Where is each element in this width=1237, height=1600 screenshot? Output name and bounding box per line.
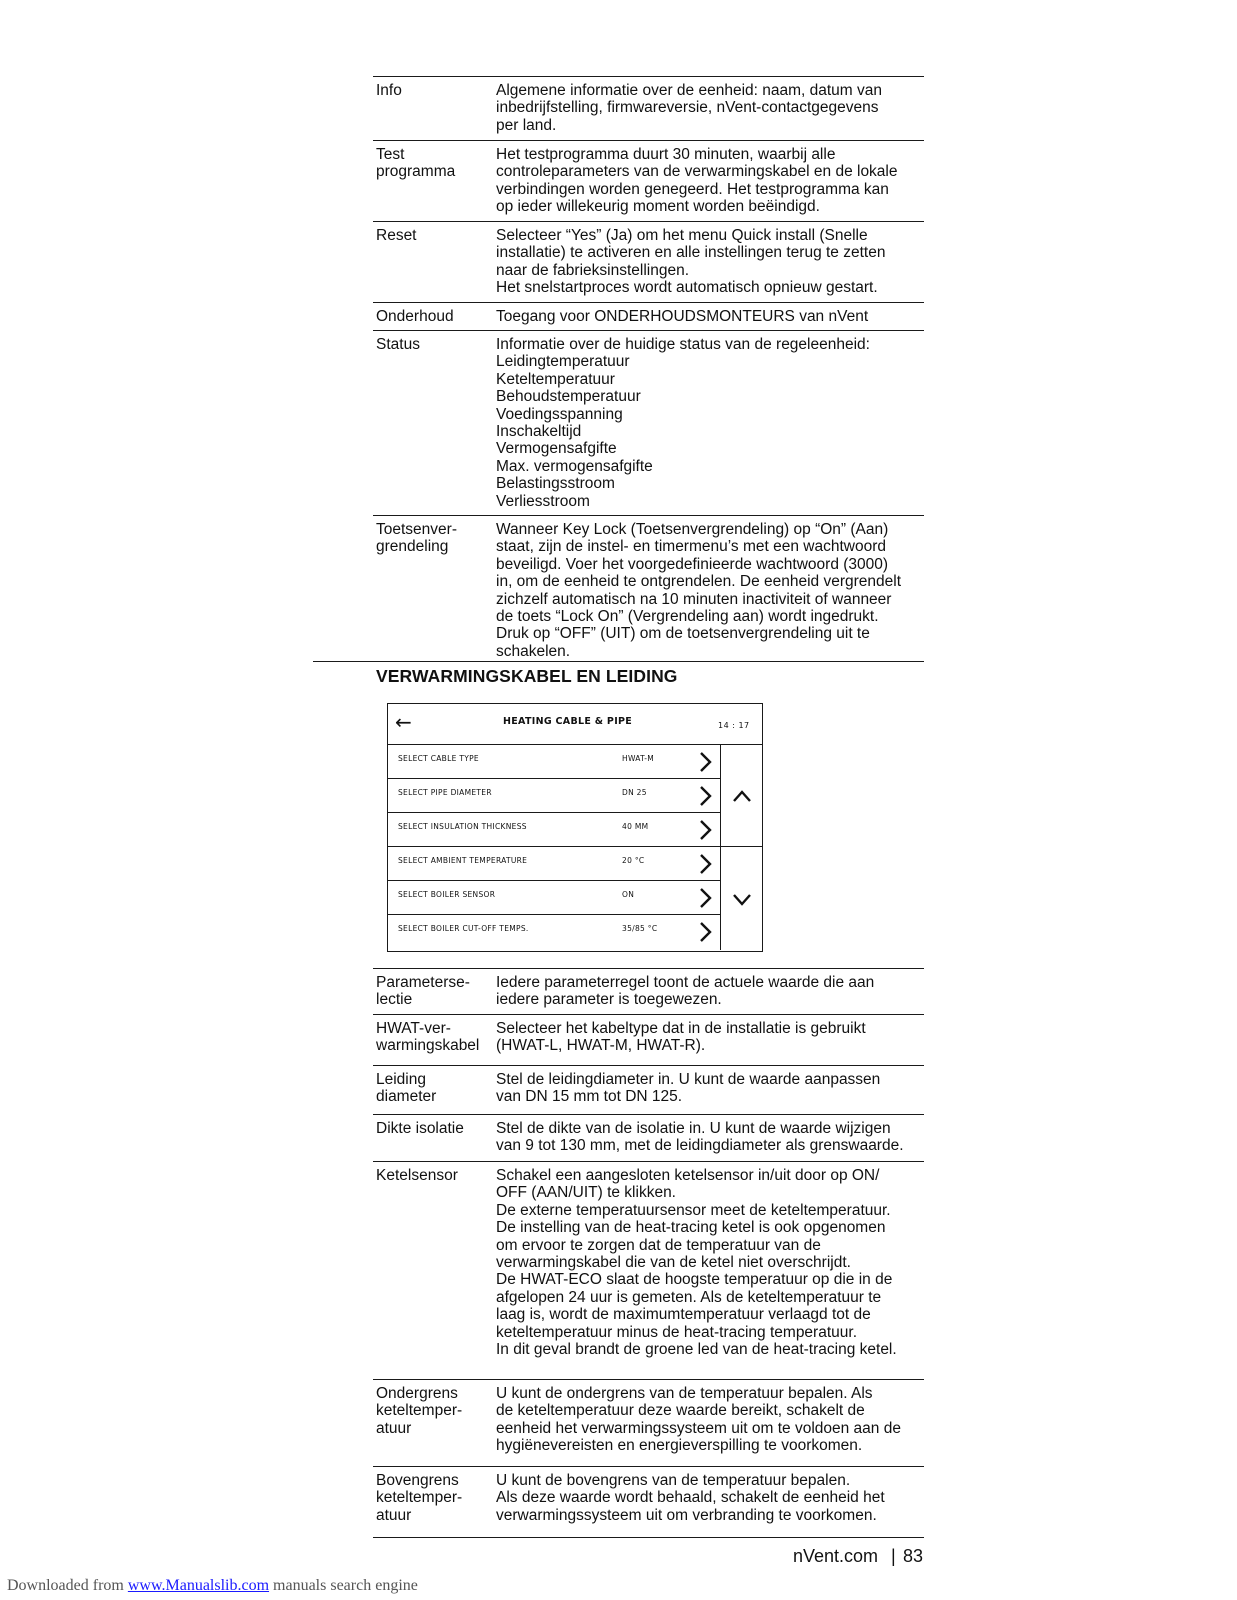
screen-title: HEATING CABLE & PIPE	[503, 716, 633, 727]
screen-header	[388, 704, 762, 745]
row-label: Toetsenver- grendeling	[376, 521, 457, 556]
row-label: Onderhoud	[376, 308, 454, 325]
row-description: Schakel een aangesloten ketelsensor in/uit door op ON/ OFF (AAN/UIT) te klikken. De externe temperatuursensor meet de keteltemperatuur. De instelling van de heat-tracing ketel is ook opgenomen om ervoor te zorgen dat de temperatuur van de verwarmingskabel die van de ketel niet overschrijdt. De HWAT-ECO slaat de hoogste temperatuur op die in de afgelopen 24 uur is gemeten. Als de keteltemperatuur te laag is, wordt de maximumtemperatuur verlaagd tot de keteltemperatuur minus de heat-tracing temperatuur. In dit geval brandt de groene led van de heat-tracing ketel.	[496, 1167, 897, 1359]
menu-row-label: SELECT BOILER SENSOR	[398, 890, 496, 899]
row-description: U kunt de ondergrens van de temperatuur bepalen. Als de keteltemperatuur deze waarde bereikt, schakelt de eenheid het verwarmingssysteem uit om te voldoen aan de hygiënevereisten en energieverspilling te voorkomen.	[496, 1385, 901, 1455]
menu-row-value: 35/85 °C	[622, 924, 658, 933]
arrow-left-icon[interactable]: ←	[395, 710, 412, 734]
device-screen	[387, 703, 763, 952]
menu-row-boiler-cutoff-temps[interactable]	[388, 915, 720, 949]
row-label: Reset	[376, 227, 417, 244]
menu-row-ambient-temperature[interactable]	[388, 847, 720, 881]
row-description: Selecteer het kabeltype dat in de installatie is gebruikt (HWAT-L, HWAT-M, HWAT-R).	[496, 1020, 866, 1055]
table-row	[373, 302, 924, 330]
scroll-up-button[interactable]	[721, 745, 762, 847]
row-label: Ondergrens keteltemper- atuur	[376, 1385, 463, 1437]
chevron-right-icon	[696, 921, 714, 943]
row-description: Het testprogramma duurt 30 minuten, waarbij alle controleparameters van de verwarmingskabel en de lokale verbindingen worden genegeerd. Het testprogramma kan op ieder willekeurig moment worden beëindigd.	[496, 146, 898, 216]
menu-row-value: HWAT-M	[622, 754, 655, 763]
menu-row-label: SELECT PIPE DIAMETER	[398, 788, 492, 797]
row-description: Algemene informatie over de eenheid: naam, datum van inbedrijfstelling, firmwareversie, nVent-contactgegevens per land.	[496, 82, 883, 134]
row-label: Info	[376, 82, 402, 99]
table-row	[373, 1466, 924, 1538]
menu-row-value: DN 25	[622, 788, 647, 797]
row-label: Dikte isolatie	[376, 1120, 464, 1137]
table-row	[373, 968, 924, 1014]
menu-row-cable-type[interactable]	[388, 745, 720, 779]
chevron-right-icon	[696, 887, 714, 909]
menu-row-value: 40 MM	[622, 822, 649, 831]
chevron-up-icon	[732, 789, 752, 803]
footer-site: nVent.com	[793, 1546, 879, 1566]
menu-row-insulation-thickness[interactable]	[388, 813, 720, 847]
page-number: 83	[903, 1546, 924, 1566]
chevron-right-icon	[696, 853, 714, 875]
settings-table-2	[373, 968, 924, 1538]
manualslib-link[interactable]: www.Manualslib.com	[127, 1577, 270, 1594]
table-row	[373, 76, 924, 140]
row-description: Selecteer “Yes” (Ja) om het menu Quick install (Snelle installatie) te activeren en alle instellingen terug te zetten naar de fabrieksinstellingen. Het snelstartproces wordt automatisch opnieuw gestart.	[496, 227, 886, 297]
scroll-down-button[interactable]	[721, 847, 762, 949]
screen-menu-list	[388, 745, 720, 949]
watermark-prefix: Downloaded from	[7, 1577, 128, 1594]
table-row	[373, 330, 924, 515]
screen-time: 14 : 17	[718, 721, 750, 730]
menu-row-value: 20 °C	[622, 856, 645, 865]
section-divider	[313, 661, 924, 662]
table-row	[373, 1379, 924, 1466]
table-row	[373, 1065, 924, 1114]
table-row	[373, 221, 924, 302]
row-description: Toegang voor ONDERHOUDSMONTEURS van nVent	[496, 308, 869, 325]
chevron-down-icon	[732, 893, 752, 907]
scroll-column	[720, 745, 762, 950]
row-label: Test programma	[376, 146, 456, 181]
menu-row-pipe-diameter[interactable]	[388, 779, 720, 813]
download-watermark	[7, 1577, 418, 1595]
row-label: Parameterse- lectie	[376, 974, 470, 1009]
watermark-suffix: manuals search engine	[269, 1577, 418, 1594]
row-label: Bovengrens keteltemper- atuur	[376, 1472, 463, 1524]
row-description: Stel de dikte van de isolatie in. U kunt de waarde wijzigen van 9 tot 130 mm, met de leidingdiameter als grenswaarde.	[496, 1120, 904, 1155]
row-description: Iedere parameterregel toont de actuele waarde die aan iedere parameter is toegewezen.	[496, 974, 875, 1009]
table-row	[373, 1014, 924, 1065]
table-row	[373, 1161, 924, 1379]
menu-row-label: SELECT BOILER CUT-OFF TEMPS.	[398, 924, 529, 933]
row-label: HWAT-ver- warmingskabel	[376, 1020, 480, 1055]
menu-row-label: SELECT CABLE TYPE	[398, 754, 479, 763]
row-label: Status	[376, 336, 420, 353]
row-label: Ketelsensor	[376, 1167, 458, 1184]
menu-row-label: SELECT INSULATION THICKNESS	[398, 822, 527, 831]
table-row	[373, 1114, 924, 1161]
chevron-right-icon	[696, 751, 714, 773]
table-row	[373, 515, 924, 665]
menu-row-label: SELECT AMBIENT TEMPERATURE	[398, 856, 528, 865]
section-heading: VERWARMINGSKABEL EN LEIDING	[376, 666, 678, 686]
table-row	[373, 140, 924, 221]
row-description: Stel de leidingdiameter in. U kunt de waarde aanpassen van DN 15 mm tot DN 125.	[496, 1071, 881, 1106]
settings-table-1	[373, 76, 924, 665]
menu-row-value: ON	[622, 890, 635, 899]
row-description: U kunt de bovengrens van de temperatuur bepalen. Als deze waarde wordt behaald, schakelt de eenheid het verwarmingssysteem uit om verbranding te voorkomen.	[496, 1472, 885, 1524]
menu-row-boiler-sensor[interactable]	[388, 881, 720, 915]
chevron-right-icon	[696, 819, 714, 841]
footer-separator: |	[891, 1546, 896, 1566]
row-description: Wanneer Key Lock (Toetsenvergrendeling) op “On” (Aan) staat, zijn de instel- en timermenu’s met een wachtwoord beveiligd. Voer het voorgedefinieerde wachtwoord (3000) in, om de eenheid te ontgrendelen. De eenheid vergrendelt zichzelf automatisch na 10 minuten inactiviteit of wanneer de toets “Lock On” (Vergrendeling aan) wordt ingedrukt. Druk op “OFF” (UIT) om de toetsenvergrendeling uit te schakelen.	[496, 521, 902, 660]
chevron-right-icon	[696, 785, 714, 807]
row-label: Leiding diameter	[376, 1071, 437, 1106]
row-description: Informatie over de huidige status van de regeleenheid: Leidingtemperatuur Keteltemperatuur Behoudstemperatuur Voedingsspanning Inschakeltijd Vermogensafgifte Max. vermogensafgifte Belastingsstroom Verliesstroom	[496, 336, 870, 510]
